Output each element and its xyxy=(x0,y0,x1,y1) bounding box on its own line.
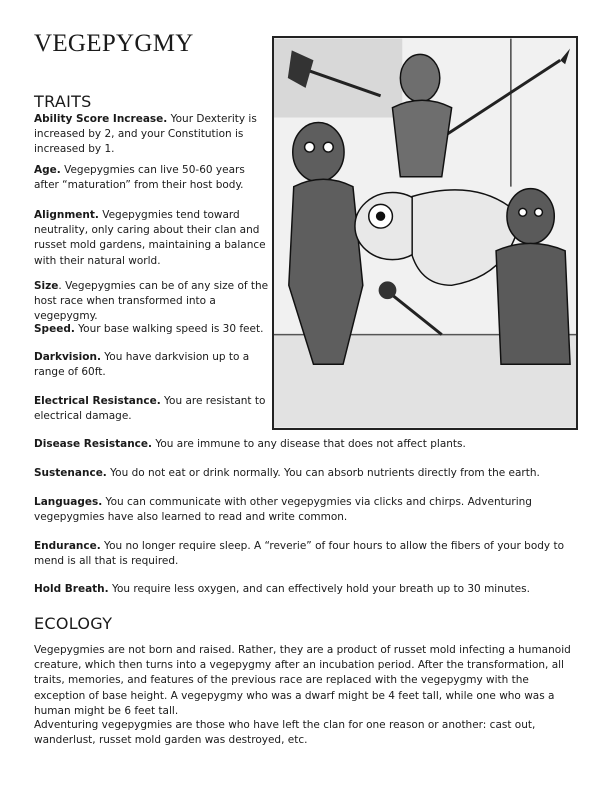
trait-ability-score: Ability Score Increase. Your Dexterity is increased by 2, and your Constitution is increased by 1. xyxy=(34,113,257,156)
trait-hold-breath: Hold Breath. You require less oxygen, and can effectively hold your breath up to 30 minutes. xyxy=(34,583,530,595)
page-title: VEGEPYGMY xyxy=(34,30,194,57)
trait-age: Age. Vegepygmies can live 50-60 years after “maturation” from their host body. xyxy=(34,164,245,192)
trait-electrical-resistance: Electrical Resistance. You are resistant to electrical damage. xyxy=(34,395,266,423)
ecology-paragraph: Adventuring vegepygmies are those who have left the clan for one reason or another: cast out, wanderlust, russet mold garden was destroyed, etc. xyxy=(34,719,536,747)
ecology-heading: ECOLOGY xyxy=(34,614,113,633)
trait-languages: Languages. You can communicate with other vegepygmies via clicks and chirps. Adventuring vegepygmies have also learned to read and write common. xyxy=(34,496,532,524)
trait-darkvision-block xyxy=(34,350,272,380)
trait-electrical-block xyxy=(34,394,272,424)
traits-heading: TRAITS xyxy=(34,92,92,111)
trait-sustenance-block xyxy=(34,466,582,481)
trait-hold-breath-block xyxy=(34,582,582,597)
vegepygmy-illustration xyxy=(272,36,578,430)
trait-alignment: Alignment. Vegepygmies tend toward neutrality, only caring about their clan and russet mold gardens, maintaining a balance with their natural world. xyxy=(34,209,266,267)
trait-disease-block xyxy=(34,437,582,452)
trait-endurance: Endurance. You no longer require sleep. A “reverie” of four hours to allow the fibers of your body to mend is all that is required. xyxy=(34,540,565,568)
trait-endurance-block xyxy=(34,539,582,569)
trait-speed-block xyxy=(34,322,272,337)
trait-disease-resistance: Disease Resistance. You are immune to any disease that does not affect plants. xyxy=(34,438,466,450)
trait-age-block xyxy=(34,163,272,193)
trait-size-block xyxy=(34,279,272,325)
trait-speed: Speed. Your base walking speed is 30 feet. xyxy=(34,323,264,335)
trait-darkvision: Darkvision. You have darkvision up to a range of 60ft. xyxy=(34,351,250,379)
trait-sustenance: Sustenance. You do not eat or drink normally. You can absorb nutrients directly from the earth. xyxy=(34,467,540,479)
ecology-paragraph-2-block xyxy=(34,718,582,748)
ecology-paragraph: Vegepygmies are not born and raised. Rather, they are a product of russet mold infecting a humanoid creature, which then turns into a vegepygmy after an incubation period. After the transformation, all traits, memories, and features of the previous race are replaced with the vegepygmy with the exception of base height. A vegepygmy who was a dwarf might be 4 feet tall, while one who was a human might be 6 feet tall. xyxy=(34,644,571,717)
ecology-paragraph-1-block xyxy=(34,643,582,719)
trait-alignment-block xyxy=(34,208,272,269)
trait-languages-block xyxy=(34,495,582,525)
trait-size: Size. Vegepygmies can be of any size of the host race when transformed into a vegepygmy. xyxy=(34,280,269,323)
trait-list-left xyxy=(34,112,272,158)
